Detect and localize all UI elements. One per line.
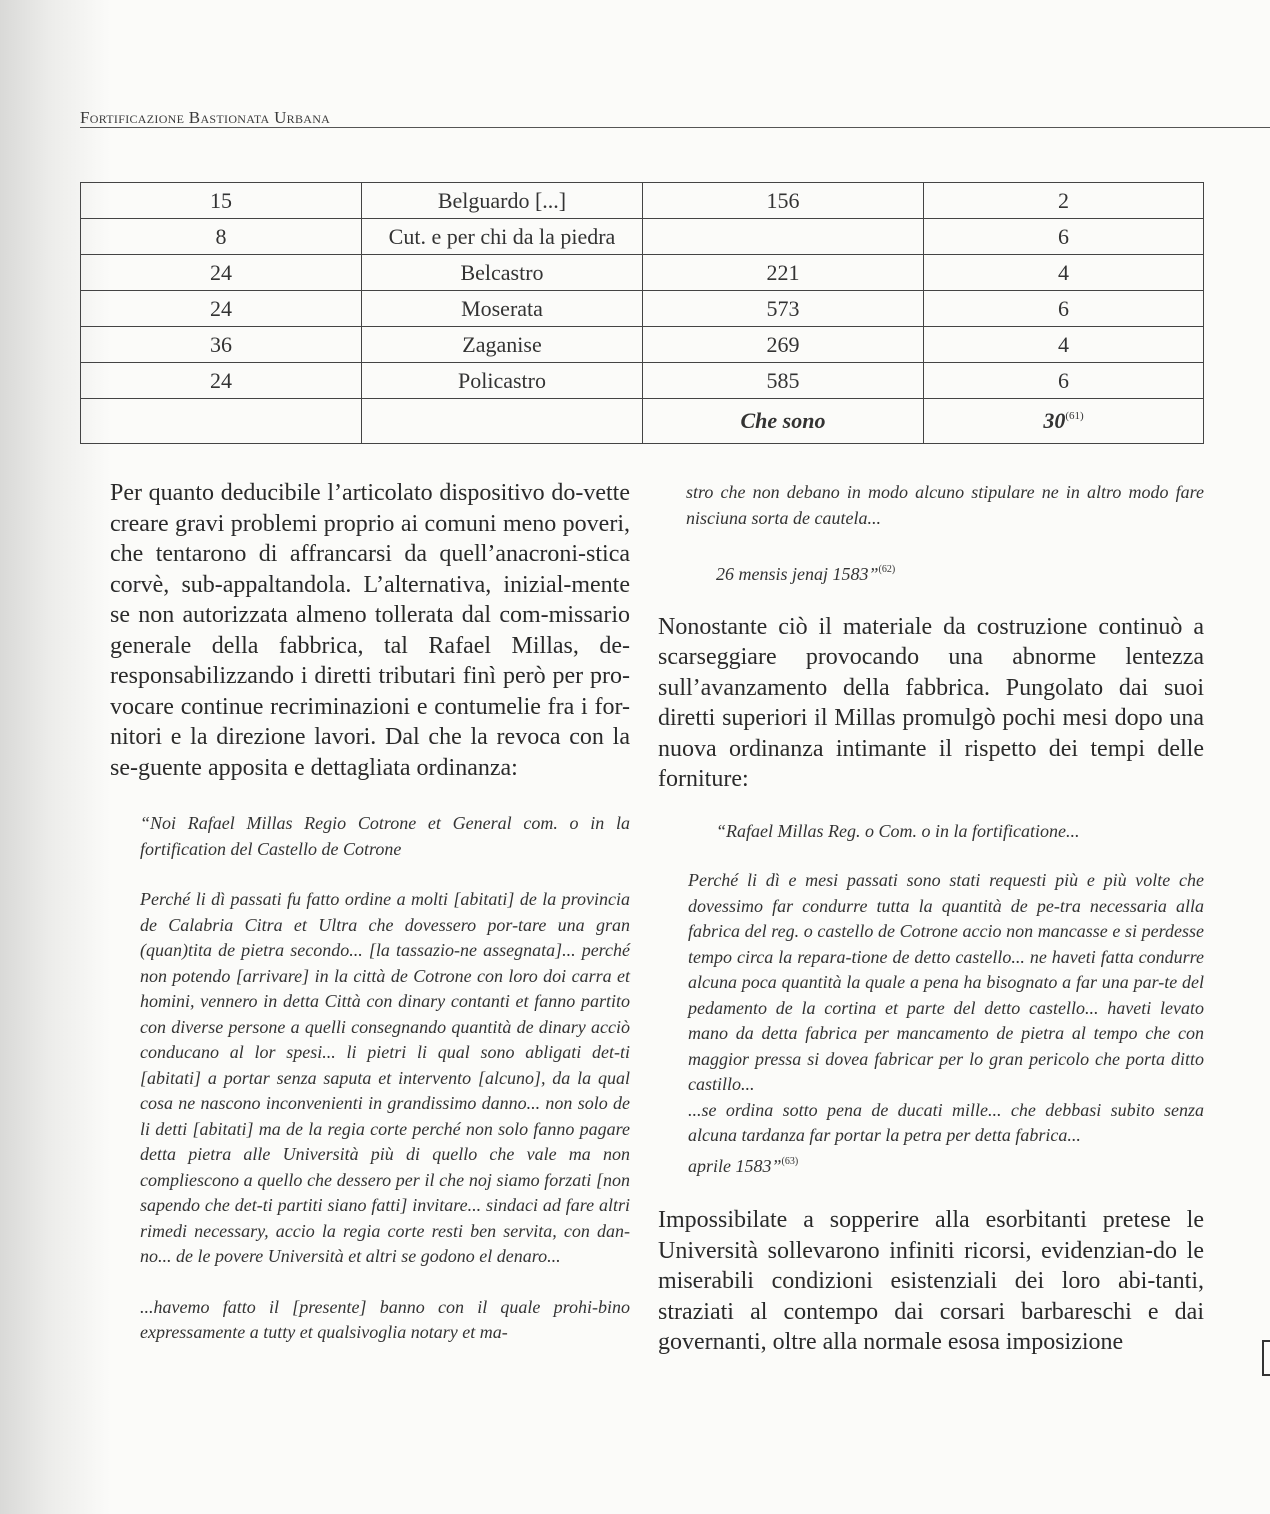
table-row xyxy=(81,363,1204,399)
table-cell: 585 xyxy=(643,363,924,399)
table-cell: 573 xyxy=(643,291,924,327)
body-paragraph: Impossibilate a sopperire alla esorbitanti pretese le Università sollevarono infiniti ricorsi, evidenzian-do le miserabili condizioni esistenziali dei loro abi-tanti, straziati al contempo dai corsari barbareschi e dai governanti, oltre alla normale esosa imposizione xyxy=(658,1207,1204,1355)
page-edge-bracket xyxy=(1262,1340,1270,1376)
quote-date xyxy=(658,557,1204,588)
table-cell: 6 xyxy=(924,291,1204,327)
quote-paragraph: Perché li dì e mesi passati sono stati requesti più e più volte che dovessimo far condurre tutta la quantità de pe-tra necessaria alla fabrica del reg. o castello de Cotrone accio non mancasse e si perdesse tempo circa la repara-tione de detto castello... ne haveti fatta condurre alcuna poca quantità la quale a pena ha bisognato a far una par-te del pedamento de la cortina et parte del detto castello... haveti levato mano da detta fabrica per mancamento de pietra al tempo che con maggior pressa si dovea fabricar per lo gran pericolo che porta ditto castillo... xyxy=(688,870,1204,1094)
table-cell: 36 xyxy=(81,327,362,363)
right-column xyxy=(658,478,1204,1358)
quote-date-text: 26 mensis jenaj 1583” xyxy=(716,564,879,584)
table-cell: 8 xyxy=(81,219,362,255)
footnote-ref: (62) xyxy=(878,564,896,575)
quote-date xyxy=(658,1149,1204,1180)
table-cell: 4 xyxy=(924,327,1204,363)
quote-paragraph: “Noi Rafael Millas Regio Cotrone et General com. o in la fortification del Castello de Cotrone xyxy=(140,813,630,859)
quote-paragraph: “Rafael Millas Reg. o Com. o in la fortificatione... xyxy=(716,820,1080,841)
table-cell: Policastro xyxy=(362,363,643,399)
table-row xyxy=(81,219,1204,255)
table-row xyxy=(81,255,1204,291)
quote-paragraph: ...havemo fatto il [presente] banno con il quale prohi-bino expressamente a tutty et qualsivoglia notary et ma- xyxy=(140,1296,630,1342)
quote-date-text: aprile 1583” xyxy=(688,1155,782,1176)
table-row xyxy=(81,327,1204,363)
total-value: 30 xyxy=(1043,408,1066,433)
total-label: Che sono xyxy=(643,399,924,444)
table-cell: 24 xyxy=(81,363,362,399)
quote-paragraph: Perché li dì passati fu fatto ordine a molti [abitati] de la provincia de Calabria Citra et Ultra che dovessero por-tare una gran (quan)tita de pietra secondo... [la tassazio-ne assegnata]... perché non potendo [arrivare] in la città de Cotrone con loro doi carra et homini, vennero in detta Città con dinary contanti et fanno partito con diverse persone a quelli consegnando quantità de dinary acciò conducano al lor spesi... li pietri li qual sono abligati det-ti [abitati] a portar senza saputa et intervento [alcuno], da la qual cosa ne nascono inconvenienti in grandissimo danno... non solo de li detti [abitati] ma de la regia corte perché non solo fanno pagare detta pietra alle Università più di quello che vale ma non compliescono a quello che dessero per il che noj siamo forzati [non sapendo che det-ti partiti siano fatti] invitare... sindaci ad fare altri rimedi necessary, accio la regia corte resti ben servita, con dan-no... de le povere Università et altri se godono el denaro... xyxy=(140,889,630,1266)
header-rule xyxy=(80,127,1270,128)
table-cell: 4 xyxy=(924,255,1204,291)
body-paragraph: Per quanto deducibile l’articolato dispositivo do-vette creare gravi problemi proprio ai comuni meno poveri, che tentarono di affrancarsi da quell’anacroni-stica corvè, sub-appaltandola. L’alternativa, inizial-mente se non autorizzata almeno tollerata dal com-missario generale della fabbrica, tal Rafael Millas, de-responsabilizzando i diretti tributari finì però per pro-vocare continue recriminazioni e contumelie fra i for-nitori e la direzione lavori. Dal che la revoca con la se-guente apposita e dettagliata ordinanza: xyxy=(110,480,630,781)
footnote-ref: (61) xyxy=(1065,410,1084,422)
table-row xyxy=(81,183,1204,219)
table-cell xyxy=(643,219,924,255)
table-cell: Zaganise xyxy=(362,327,643,363)
body-paragraph: Nonostante ciò il materiale da costruzione continuò a scarseggiare provocando una abnorme lentezza sull’avanzamento della fabbrica. Pungolato dai suoi diretti superiori il Millas promulgò pochi mesi dopo una nuova ordinanza intimante il rispetto dei tempi delle forniture: xyxy=(658,613,1204,792)
table-cell: 156 xyxy=(643,183,924,219)
running-head: Fortificazione Bastionata Urbana xyxy=(80,108,331,127)
footnote-ref: (63) xyxy=(781,1155,799,1167)
tribute-table xyxy=(80,182,1204,444)
table-cell: 24 xyxy=(81,255,362,291)
table-cell-empty xyxy=(362,399,643,444)
table-cell: 6 xyxy=(924,363,1204,399)
table-cell: 6 xyxy=(924,219,1204,255)
quote-paragraph: ...se ordina sotto pena de ducati mille... che debbasi subito senza alcuna tardanza far portar la petra per detta fabrica... xyxy=(688,1099,1204,1145)
table-cell: 15 xyxy=(81,183,362,219)
table-total-row xyxy=(81,399,1204,444)
table-cell: 24 xyxy=(81,291,362,327)
left-column xyxy=(110,478,630,1346)
table-cell-empty xyxy=(81,399,362,444)
table-cell: 269 xyxy=(643,327,924,363)
table-cell: Moserata xyxy=(362,291,643,327)
total-value-cell xyxy=(924,399,1204,444)
table-cell: Cut. e per chi da la piedra xyxy=(362,219,643,255)
table-cell: Belguardo [...] xyxy=(362,183,643,219)
table-row xyxy=(81,291,1204,327)
quote-paragraph: stro che non debano in modo alcuno stipulare ne in altro modo fare nisciuna sorta de cautela... xyxy=(686,482,1204,528)
table-cell: 221 xyxy=(643,255,924,291)
table-cell: 2 xyxy=(924,183,1204,219)
table-cell: Belcastro xyxy=(362,255,643,291)
